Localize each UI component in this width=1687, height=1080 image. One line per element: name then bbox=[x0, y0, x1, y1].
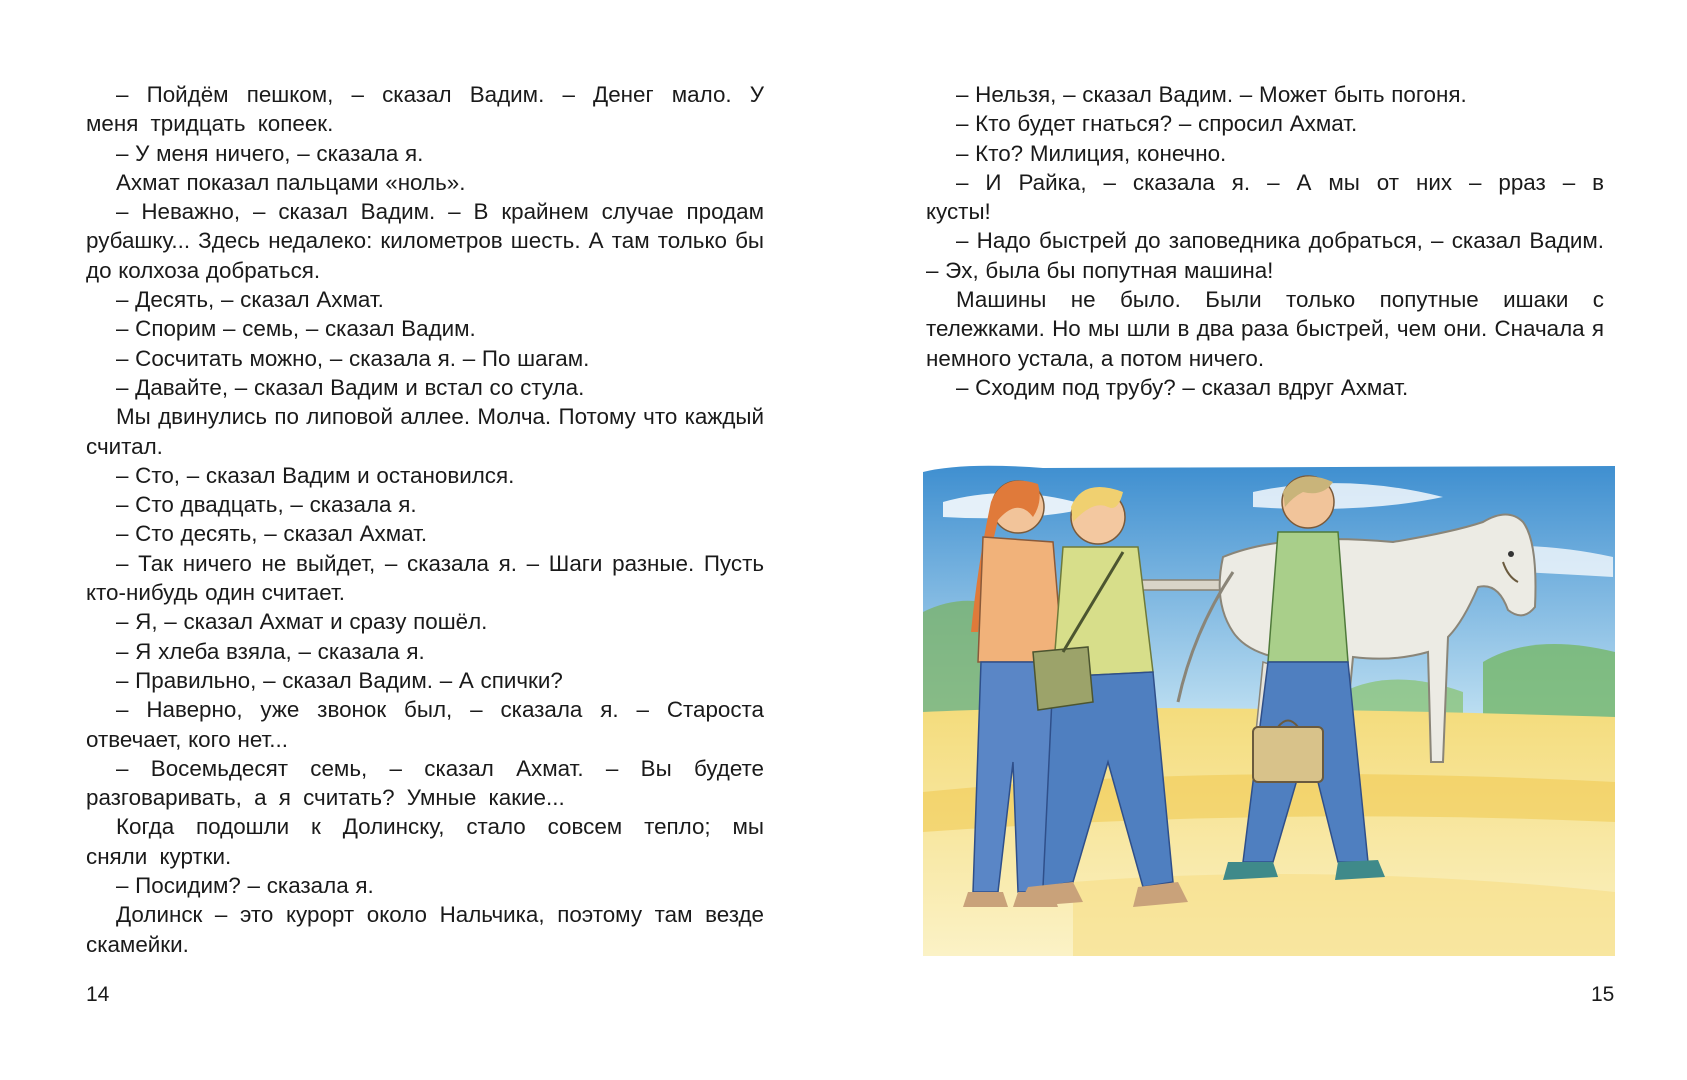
illustration-drawing bbox=[923, 462, 1615, 956]
paragraph: – Наверно, уже звонок был, – сказала я. – Староста отвечает, кого нет... bbox=[86, 697, 764, 752]
paragraph: Мы двинулись по липовой аллее. Молча. Потому что каждый считал. bbox=[86, 404, 764, 459]
paragraph: – Правильно, – сказал Вадим. – А спички? bbox=[116, 667, 563, 693]
paragraph: – Восемьдесят семь, – сказал Ахмат. – Вы будете разговаривать, а я считать? Умные какие... bbox=[86, 755, 764, 811]
page-number: 14 bbox=[86, 983, 110, 1006]
paragraph: – Сходим под трубу? – сказал вдруг Ахмат. bbox=[956, 374, 1409, 400]
left-text-column bbox=[86, 80, 764, 959]
bush bbox=[1483, 644, 1615, 722]
paragraph: – Сосчитать можно, – сказала я. – По шагам. bbox=[116, 345, 590, 371]
paragraph: – И Райка, – сказала я. – А мы от них – рраз – в кусты! bbox=[926, 169, 1604, 225]
paragraph: – Спорим – семь, – сказал Вадим. bbox=[116, 316, 476, 342]
paragraph: – Неважно, – сказал Вадим. – В крайнем случае продам рубашку... Здесь недалеко: километров шесть. А там только бы до колхоза добраться. bbox=[86, 199, 764, 283]
paragraph: – Сто десять, – сказал Ахмат. bbox=[116, 521, 428, 547]
paragraph: – Я, – сказал Ахмат и сразу пошёл. bbox=[116, 609, 488, 635]
paragraph: – Сто двадцать, – сказала я. bbox=[116, 492, 417, 518]
briefcase bbox=[1253, 727, 1323, 782]
paragraph: – Кто? Милиция, конечно. bbox=[956, 140, 1227, 166]
paragraph: Когда подошли к Долинску, стало совсем тепло; мы сняли куртки. bbox=[86, 814, 764, 869]
paragraph: – Кто будет гнаться? – спросил Ахмат. bbox=[956, 111, 1358, 137]
left-page bbox=[0, 0, 843, 1080]
paragraph: Машины не было. Были только попутные ишаки с тележками. Но мы шли в два раза быстрей, чем они. Сначала я немного устала, а потом ничего. bbox=[926, 287, 1604, 371]
page-number: 15 bbox=[1591, 983, 1615, 1006]
right-page bbox=[843, 0, 1687, 1080]
paragraph: – Пойдём пешком, – сказал Вадим. – Денег мало. У меня тридцать копеек. bbox=[86, 82, 764, 137]
paragraph: Долинск – это курорт около Нальчика, поэтому там везде скамейки. bbox=[86, 902, 764, 957]
paragraph: – Десять, – сказал Ахмат. bbox=[116, 287, 384, 313]
paragraph: – Так ничего не выйдет, – сказала я. – Шаги разные. Пусть кто-нибудь один считает. bbox=[86, 550, 764, 606]
children-and-horse-illustration bbox=[923, 462, 1615, 956]
paragraph: – Давайте, – сказал Вадим и встал со стула. bbox=[116, 374, 585, 400]
paragraph: – У меня ничего, – сказала я. bbox=[116, 140, 424, 166]
paragraph: – Сто, – сказал Вадим и остановился. bbox=[116, 462, 515, 488]
paragraph: – Посидим? – сказала я. bbox=[116, 873, 374, 899]
paragraph: Ахмат показал пальцами «ноль». bbox=[116, 169, 466, 195]
paragraph: – Надо быстрей до заповедника добраться, – сказал Вадим. – Эх, была бы попутная машина! bbox=[926, 228, 1604, 283]
paragraph: – Нельзя, – сказал Вадим. – Может быть погоня. bbox=[956, 82, 1467, 107]
right-text-column bbox=[926, 80, 1604, 402]
paragraph: – Я хлеба взяла, – сказала я. bbox=[116, 638, 425, 664]
